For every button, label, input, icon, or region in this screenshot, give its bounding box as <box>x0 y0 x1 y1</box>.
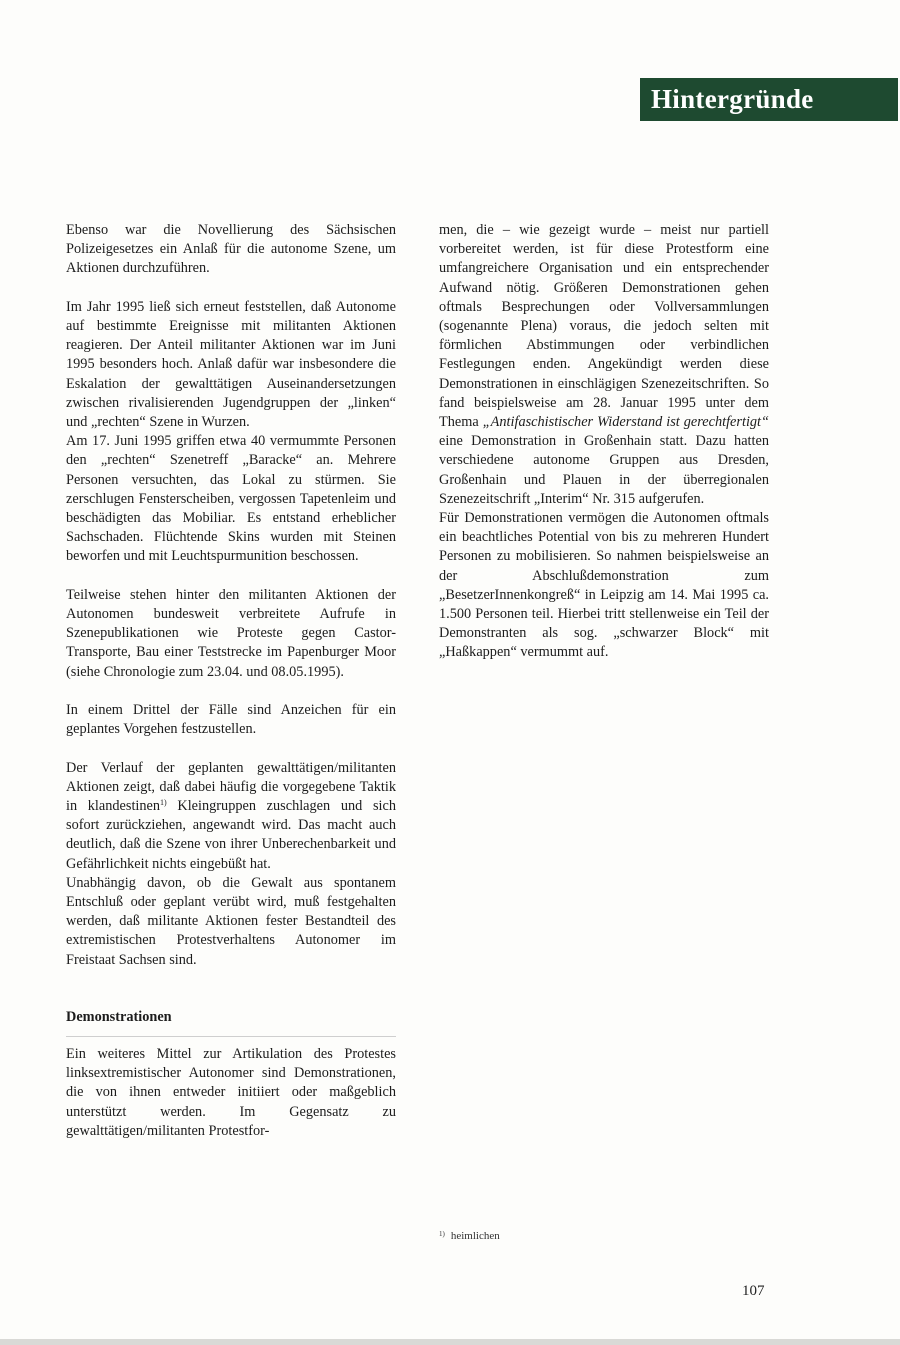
paragraph: Am 17. Juni 1995 griffen etwa 40 vermummte Personen den „rechten“ Szenetreff „Baracke“ an. Mehrere Personen versuchten, das Lokal zu stürmen. Sie zerschlugen Fensterscheiben, vergossen Tapetenleim und beschädigten das Mobiliar. Es entstand erheblicher Sachschaden. Flüchtende Skins wurden mit Steinen beworfen und mit Leuchtspurmunition beschossen. <box>66 433 396 565</box>
paragraph <box>66 759 396 874</box>
paragraph: Unabhängig davon, ob die Gewalt aus spontanem Entschluß oder geplant verübt wird, muß festgehalten werden, daß militante Aktionen fester Bestandteil des extremistischen Protestverhaltens Autonomer im Freistaat Sachsen sind. <box>66 874 396 968</box>
paragraph: Für Demonstrationen vermögen die Autonomen oftmals ein beachtliches Potential von bis zu mehreren Hundert Personen zu mobilisieren. So nahmen beispielsweise an der Abschlußdemonstration zum „BesetzerInnenkongreß“ in Leipzig am 14. Mai 1995 ca. 1.500 Personen teil. Hierbei tritt stellenweise ein Teil der Demonstranten als sog. „schwarzer Block“ mit „Haßkappen“ vermummt auf. <box>439 510 769 661</box>
paragraph: Teilweise stehen hinter den militanten Aktionen der Autonomen bundesweit verbreitete Aufrufe in Szenepublikationen wie Proteste gegen Castor-Transporte, Bau einer Teststrecke im Papenburger Moor (siehe Chronologie zum 23.04. und 08.05.1995). <box>66 586 396 680</box>
paragraph-text: eine Demonstration in Großenhain statt. Dazu hatten verschiedene autonome Gruppen aus Dresden, Großenhain und Plauen in der überregionalen Szenezeitschrift „Interim“ Nr. 315 aufgerufen. <box>439 433 769 507</box>
right-column <box>439 221 769 663</box>
italic-title: „Antifaschistischer Widerstand ist gerechtfertigt“ <box>482 414 769 431</box>
paragraph <box>439 221 769 509</box>
footnote-text: heimlichen <box>450 1230 500 1242</box>
paragraph: Ein weiteres Mittel zur Artikulation des Protestes linksextremistischer Autonomer sind Demonstrationen, die von ihnen entweder initiiert oder maßgeblich unterstützt werden. Im Gegensatz zu gewalttätigen/militanten Protestfor- <box>66 1046 396 1139</box>
left-column <box>66 221 396 1141</box>
paragraph: In einem Drittel der Fälle sind Anzeichen für ein geplantes Vorgehen festzustellen. <box>66 702 396 738</box>
paragraph-text: Der Verlauf der geplanten gewalttätigen/militanten Aktionen zeigt, daß dabei häufig die vorgegebene Taktik in klandestinen <box>66 759 396 815</box>
paragraph-text: men, die – wie gezeigt wurde – meist nur partiell vorbereitet werden, ist für diese Protestform eine umfangreichere Organisation und ein entsprechender Aufwand nötig. Größeren Demonstrationen gehen oftmals Besprechungen oder Vollversammlungen (sogenannte Plena) voraus, die jedoch selten mit förmlichen Abstimmungen oder verbindlichen Festlegungen enden. Angekündigt werden diese Demonstrationen in einschlägigen Szenezeitschriften. So fand beispielsweise am 28. Januar 1995 unter dem Thema <box>439 222 769 431</box>
footnote <box>439 1227 500 1243</box>
paragraph: Im Jahr 1995 ließ sich erneut feststellen, daß Autonome auf bestimmte Ereignisse mit militanten Aktionen reagieren. Der Anteil militanter Aktionen war im Juni 1995 besonders hoch. Anlaß dafür war insbesondere die Eskalation der gewalttätigen Auseinandersetzungen zwischen rivalisierenden Jugendgruppen der „linken“ und „rechten“ Szene in Wurzen. <box>66 298 396 431</box>
paragraph-text: Kleingruppen zuschlagen und sich sofort zurückziehen, angewandt wird. Das macht auch deutlich, daß die Szene von ihrer Unberechenbarkeit und Gefährlichkeit nichts eingebüßt hat. <box>66 798 396 872</box>
paragraph: Ebenso war die Novellierung des Sächsischen Polizeigesetzes ein Anlaß für die autonome Szene, um Aktionen durchzuführen. <box>66 222 396 277</box>
footnote-mark: 1) <box>439 1230 445 1238</box>
page-number: 107 <box>742 1283 765 1299</box>
subheading-demonstrationen: Demonstrationen <box>66 1008 396 1037</box>
footnote-reference: 1) <box>160 798 167 808</box>
page-edge <box>0 1339 900 1345</box>
section-title: Hintergründe <box>640 78 898 121</box>
